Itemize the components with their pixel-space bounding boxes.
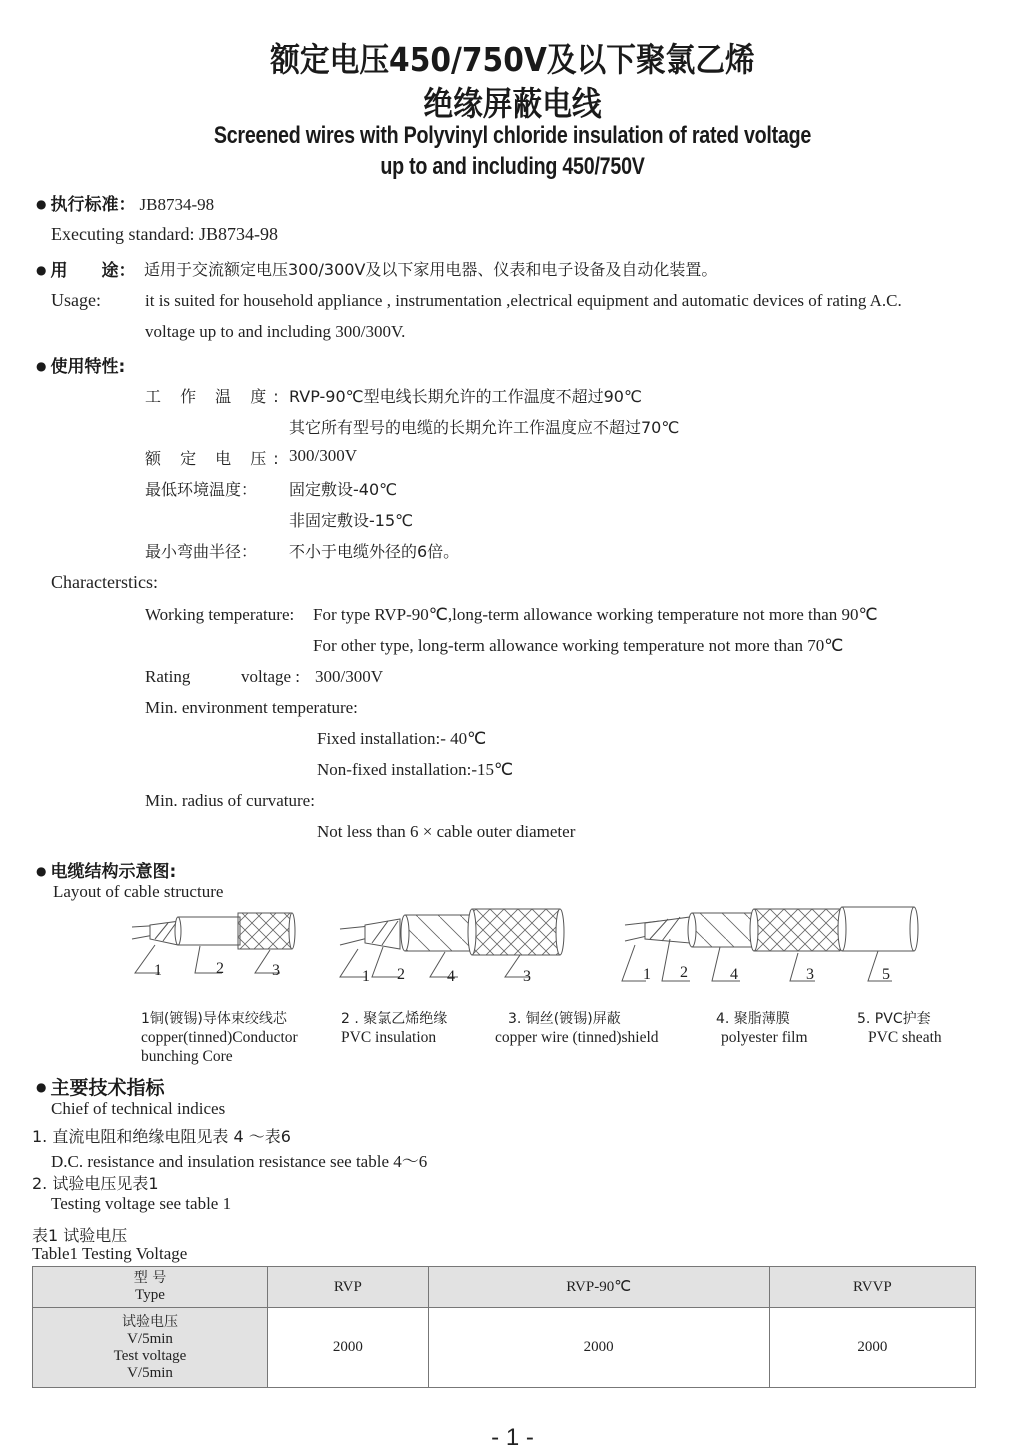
char-cn-value: 不小于电缆外径的6倍。 (289, 542, 460, 561)
callout-label: 2 (397, 966, 405, 983)
title-cn-line2: 绝缘屏蔽电线 (423, 84, 602, 123)
legend-cn: 5. PVC护套 (857, 1011, 931, 1027)
technical-heading-text: 主要技术指标 (50, 1077, 165, 1099)
legend-item (495, 1008, 659, 1047)
standard-label: ● 执行标准： (36, 195, 135, 215)
callout-label: 5 (882, 966, 890, 983)
shield-segment (472, 909, 560, 955)
min-radius-label: Min. radius of curvature: (145, 791, 315, 810)
callout-label: 1 (154, 962, 162, 979)
characteristics-en-heading: Characterstics: (51, 572, 158, 592)
legend-item (857, 1008, 942, 1047)
callout-label: 2 (216, 960, 224, 977)
working-temp-line2: For other type, long-term allowance working temperature not more than 70℃ (313, 636, 844, 655)
technical-item-cn: 1. 直流电阻和绝缘电阻见表 4 ～表6 (32, 1127, 291, 1146)
legend-en: copper wire (tinned)shield (495, 1029, 659, 1046)
char-cn-value: 非固定敷设-15℃ (289, 511, 414, 530)
char-cn-label: 最小弯曲半径： (145, 542, 258, 561)
callout-label: 4 (730, 966, 738, 983)
row-label-cell (33, 1308, 268, 1388)
table-caption-cn: 表1 试验电压 (32, 1226, 128, 1245)
sheath-segment (842, 907, 914, 951)
cable-diagrams (0, 895, 1025, 995)
char-cn-value: 300/300V (289, 446, 357, 465)
table-caption-en: Table1 Testing Voltage (32, 1244, 188, 1263)
standard-en: Executing standard: JB8734-98 (51, 224, 278, 244)
usage-label-en: Usage: (51, 290, 101, 310)
legend-item (341, 1008, 447, 1047)
header-cell: RVVP (769, 1267, 975, 1308)
title-en-line1: Screened wires with Polyvinyl chloride insulation of rated voltage (213, 122, 812, 149)
insulation-segment (178, 917, 240, 945)
table-row (33, 1308, 976, 1388)
bullet-icon: ● (36, 1080, 47, 1094)
legend-cn: 2 . 聚氯乙烯绝缘 (341, 1011, 448, 1027)
char-cn-label: 最低环境温度： (145, 480, 258, 499)
header-cell: RVP-90℃ (428, 1267, 769, 1308)
non-fixed-installation: Non-fixed installation:-15℃ (317, 760, 514, 779)
row-label-en: Test voltage (113, 1347, 187, 1364)
header-type-cn: 型 号 (133, 1270, 167, 1286)
legend-item (141, 1008, 298, 1066)
film-segment (405, 915, 473, 951)
callout-label: 4 (447, 968, 455, 985)
usage-value-en-2: voltage up to and including 300/300V. (145, 322, 406, 341)
row-label-unit-en: V/5min (127, 1364, 173, 1381)
callout-label: 3 (806, 966, 814, 983)
char-cn-label: 额 定 电 压: (145, 449, 286, 468)
technical-heading-en: Chief of technical indices (51, 1099, 226, 1118)
table-header-row (33, 1267, 976, 1308)
legend-cn: 1铜(镀锡)导体束绞线芯 (141, 1011, 287, 1027)
structure-heading-en: Layout of cable structure (53, 882, 224, 901)
callout-label: 3 (272, 962, 280, 979)
cable-diagram-3-labels (643, 964, 890, 983)
min-env-label: Min. environment temperature: (145, 698, 358, 717)
technical-heading-cn (36, 1073, 165, 1100)
characteristics-cn-heading: ● 使用特性: (36, 352, 125, 377)
testing-voltage-table (32, 1266, 976, 1388)
legend-en: copper(tinned)Conductor (141, 1029, 298, 1046)
legend-en: PVC sheath (868, 1029, 942, 1046)
rating-value: 300/300V (315, 667, 383, 686)
row-label-unit: V/5min (127, 1330, 173, 1347)
legend-cn: 4. 聚脂薄膜 (716, 1011, 790, 1027)
standard-value: JB8734-98 (139, 195, 215, 214)
shield-segment (754, 909, 840, 951)
technical-item-en: Testing voltage see table 1 (51, 1194, 232, 1213)
row-label-cn: 试验电压 (122, 1313, 178, 1330)
char-cn-value: RVP-90℃型电线长期允许的工作温度不超过90℃ (289, 387, 642, 406)
page-number: - 1 - (491, 1424, 534, 1451)
working-temp-line1: For type RVP-90℃,long-term allowance working temperature not more than 90℃ (313, 605, 878, 624)
header-type-en: Type (135, 1287, 165, 1303)
technical-item-en: D.C. resistance and insulation resistance see table 4～6 (51, 1152, 428, 1171)
legend-en: PVC insulation (341, 1029, 437, 1046)
callout-label: 1 (643, 966, 651, 983)
technical-item-cn: 2. 试验电压见表1 (32, 1174, 159, 1193)
film-segment (692, 913, 754, 947)
callout-label: 2 (680, 964, 688, 981)
rating-label-b: voltage : (241, 667, 301, 686)
usage-value-en-1: it is suited for household appliance , instrumentation ,electrical equipment and automatic devices of rating A.C. (145, 291, 902, 310)
char-cn-value: 其它所有型号的电缆的长期允许工作温度应不超过70℃ (289, 418, 680, 437)
legend-item (716, 1008, 808, 1047)
cable-diagram-2 (340, 909, 564, 977)
rating-label-a: Rating (145, 667, 191, 686)
legend-en: polyester film (721, 1029, 808, 1046)
value-cell: 2000 (769, 1308, 975, 1388)
structure-heading-cn: ● 电缆结构示意图: (36, 857, 176, 882)
value-cell: 2000 (268, 1308, 429, 1388)
title-cn-line1: 额定电压450/750V及以下聚氯乙烯 (270, 40, 755, 79)
title-en-line2: up to and including 450/750V (380, 153, 645, 180)
usage-label-cn: ● 用 途： (36, 256, 135, 281)
char-cn-value: 固定敷设-40℃ (289, 480, 398, 499)
callout-label: 1 (362, 968, 370, 985)
min-radius-value: Not less than 6 × cable outer diameter (317, 822, 576, 841)
standard-row (36, 190, 214, 215)
working-temp-label: Working temperature: (145, 605, 295, 624)
callout-label: 3 (523, 968, 531, 985)
value-cell: 2000 (428, 1308, 769, 1388)
shield-segment (238, 913, 292, 949)
header-cell: RVP (268, 1267, 429, 1308)
fixed-installation: Fixed installation:- 40℃ (317, 729, 487, 748)
legend-cn: 3. 铜丝(镀锡)屏蔽 (508, 1011, 621, 1027)
header-type-cell (33, 1267, 268, 1308)
char-cn-label: 工 作 温 度: (145, 387, 286, 406)
cable-diagram-3 (622, 907, 918, 981)
usage-value-cn: 适用于交流额定电压300/300V及以下家用电器、仪表和电子设备及自动化装置。 (144, 260, 718, 279)
legend-en-2: bunching Core (141, 1048, 233, 1065)
